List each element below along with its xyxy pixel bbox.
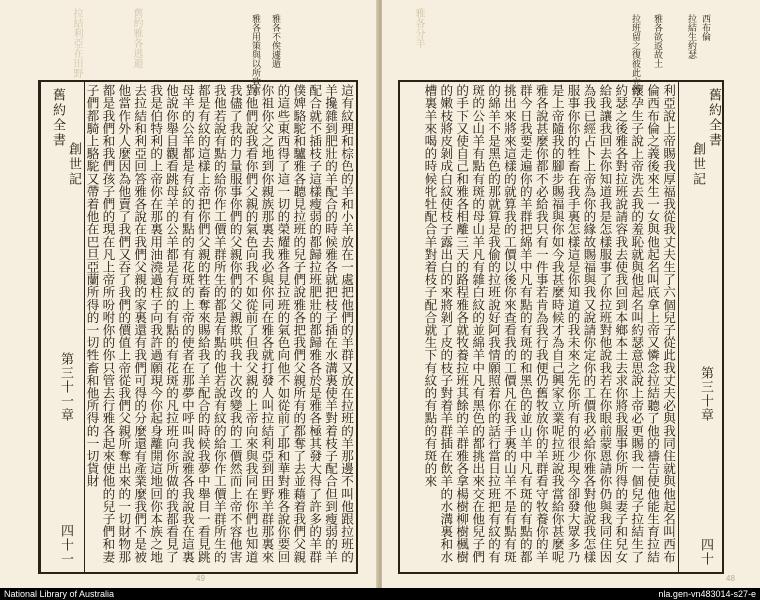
heading-gloss: 雅各不俟遽遁: [270, 14, 280, 68]
right-frame: [398, 80, 724, 574]
margin-book: 創世記: [66, 142, 81, 187]
left-body-text: 這有紋理和棕色的羊和小羊放在一處把他們的羊群又放在拉班的羊那邊不叫他跟拉班的羊攙雜到肥壯的羊配合的時候雅各就把枝子插在水溝裏使羊對着枝子配合但到瘦弱的羊配合就不插枝子這樣瘦弱的都歸拉班肥壯的都歸雅各於是雅各極其發大得了許多的羊群僕婢駱駝和驢雅各聽見拉班的兒子們說雅各把我們父親所有的都奪了去並藉着我們父親的這些東西得了這一切的榮耀雅各見拉班的氣色向他不如從前了耶和華對雅各說你要回你祖你父之地到你親族那裏去我必與你同在雅各就打發人叫拉結利亞到田野羊群那裏來對他們說我看你們父親的氣色向我不如從前了但我父親的上帝向來與我同在你們也知道我儘了我的力量服事你們的父親你們的父親欺哄我十次改變我的工價然而上帝不容他害我他若說有點的給你作工價羊群所生的都是有點的他若說有紋的給你作工價羊群所生的都是有紋的這樣上帝把你們父親的牲畜奪來賜給我了羊配合的時候我夢中舉目一看見跳母羊的公羊都是有紋的有點的有花斑的上帝的使者在那夢中呼叫我說雅各我說我在這裏他說你舉目觀看跳母羊的公羊都是有紋的有點的有花斑的凡拉班向你所做的我都看見了我是伯特利的上帝你在那裏用油澆過柱子向我許過願現今你起身離開這地回你本族之地去拉結和利亞回答雅各說在我們父親的家裏還有我們可得的分麼還有產業麼我們不是被他當作外人麼因為他賣了我們又吞了我們的價值上帝從我們父親所奪出來的一切財物那都是我們和我們孩子們的現在凡上帝所吩咐你的你只管去行雅各起來使他的兒子們和妻子們都騎上駱駝又帶着他在巴旦亞蘭所得的一切牲畜和他所得的一切貨財: [84, 84, 354, 563]
heading-gloss: 拉班留之復彼此立約: [630, 14, 640, 95]
heading-gloss: 雅各用策與以所致富: [250, 14, 260, 95]
margin-chapter: 第三十一章: [58, 352, 73, 422]
bleed-text: 拉結利亞在田野: [71, 8, 82, 78]
margin-page-number: 四十: [698, 538, 713, 566]
pencil-mark: 48: [726, 574, 735, 583]
right-body-text: 利亞說上帝賜我厚福我從我丈夫生了六個兒子從此我丈夫必與我同住就與他起名叫西布倫西布倫之義後來生一女與他起名叫底拿上帝又憐念拉結聽了他的禱告使他能生育拉結懷孕生子說上帝洗去我的羞恥就與他起名叫約瑟意思說上帝必更賜我一個兒子拉結生了約瑟之後雅各對拉班說請容我去使我回到本鄉本土去求你將我服事你所得的妻子和兒女給我讓我回去你知道我是怎樣服事了你拉班對他說我若在你眼前蒙恩請你仍與我同住因為我已經占卜上帝為你的緣故賜福與我又說請你定你的工價我必給你雅各對他說我怎樣服事你你的牲畜在我手裏怎樣這是你知道的我未來之先你所有的很少現今卻發大眾多乃是上帝隨我的腳步賜福與你如今我甚麼時候才為自己興家立業呢拉班說我當給你甚麼呢雅各說甚麼你都不必給我只有一件事若肯為我行我便仍舊牧放你的羊群看守牧養你的羊群今日我要走遍你的羊群把綿羊中凡有點的有斑的和黑色的並山羊中凡有斑的有點的都挑出來將來這樣的就算我的工價以後你來查看我的工價凡在我手裏的山羊不是有點有斑的綿羊不是黑色的那就算是我偷的拉班說好阿我情願照着你的話行當日拉班把有紋的有斑的公山羊有點有斑的母山羊凡有雜白紋的並綿羊中凡有黑色的都挑出來交在他兒子們的手下又使自己和雅各相離三天的路程雅各就牧養拉班其餘的羊群雅各拿楊樹柳樹楓樹的嫩枝將皮剝成白紋使枝子露出白的來將剝了皮的枝子對着羊群插在飲羊的水溝裏和水槽裏羊來喝的時候牝牡配合羊對着枝子配合就生下有紋的有點的有斑的來: [422, 84, 676, 563]
margin-book: 創世記: [690, 142, 705, 187]
margin-chapter: 第三十章: [698, 366, 713, 422]
footer-source: National Library of Australia: [4, 589, 115, 599]
pencil-mark: 49: [196, 574, 205, 583]
footer-bar: [0, 588, 760, 600]
margin-page-number: 四十一: [58, 524, 73, 566]
heading-gloss: 西布倫: [700, 14, 710, 41]
heading-gloss: 雅各欲返故土: [652, 14, 662, 68]
bleed-text: 舊約雅各逃避: [131, 8, 142, 68]
margin-title: 舊約全書: [50, 88, 65, 148]
right-page: [382, 0, 760, 588]
bleed-text: 雅各分羊: [413, 8, 424, 48]
footer-id: nla.gen-vn483014-s27-e: [658, 589, 756, 599]
left-frame: [38, 80, 358, 574]
left-page: [0, 0, 378, 588]
margin-title: 舊約全書: [706, 88, 721, 148]
heading-gloss: 拉結生約瑟: [686, 14, 696, 59]
